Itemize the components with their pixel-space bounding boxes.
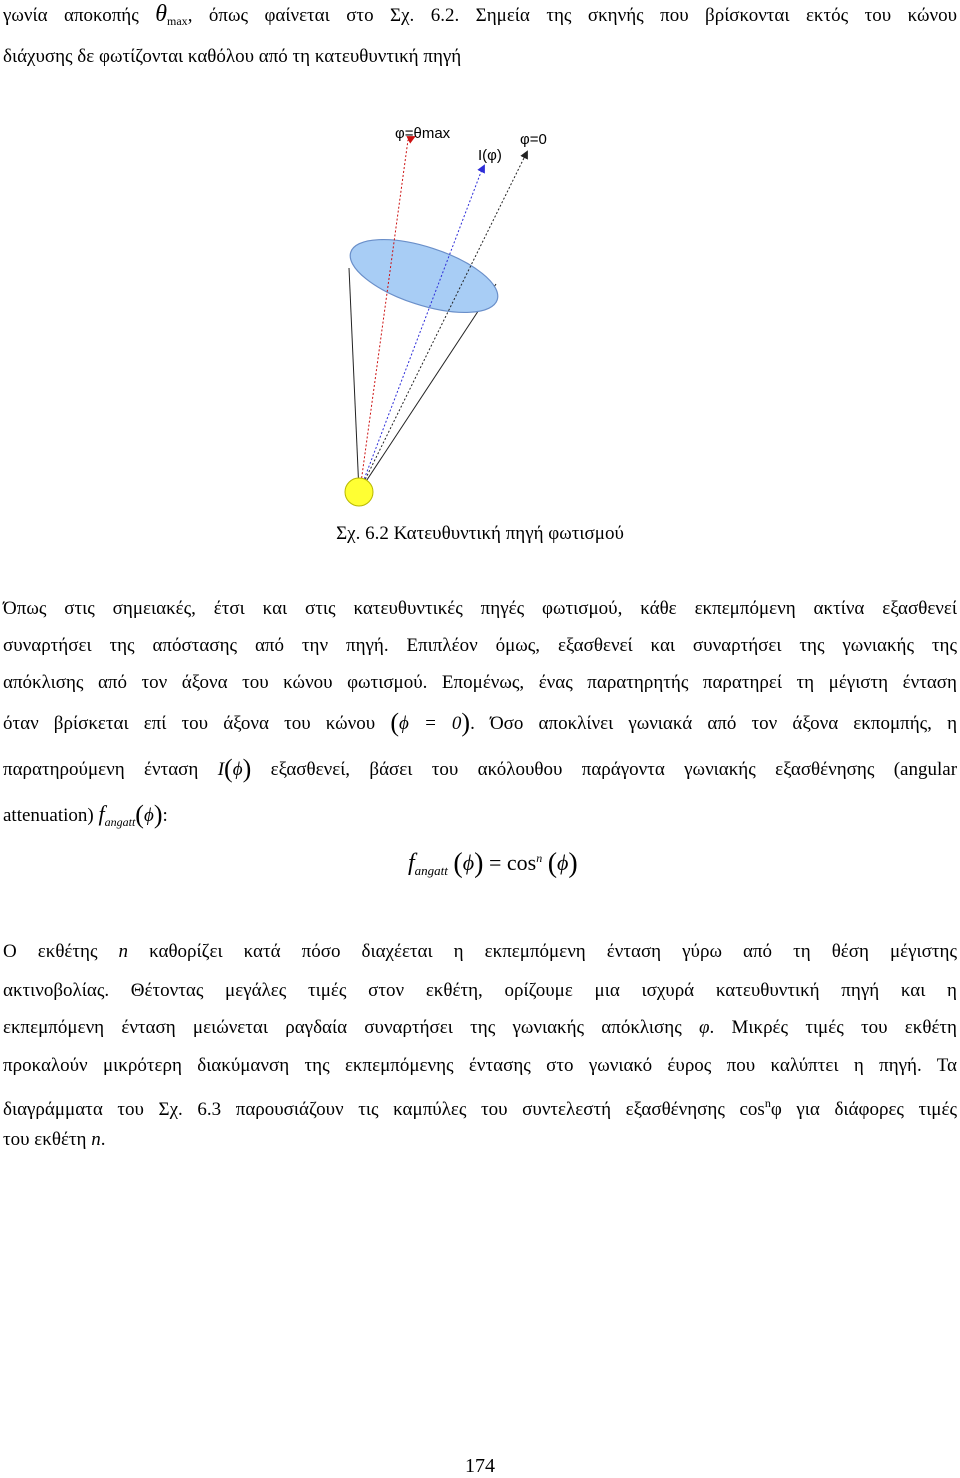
phi-group [699,1017,957,1038]
cone-edge-left [349,268,359,492]
symbol-I: I [217,759,225,780]
symbol-n: n [91,1129,101,1150]
dashed-red-ray [360,140,408,490]
eq-exponent-n: n [536,851,543,865]
para1-line-6: attenuation) $f_{angatt}(\phi)$: [3,800,168,829]
spotlight-diagram [320,110,580,520]
para2-line-2: ακτινοβολίας. Θέτοντας μεγάλες τιμές στον εκθέτη, ορίζουμε μια ισχυρά κατευθυντική πηγή και η [3,980,957,1001]
arrow-intensity [481,168,483,172]
para1-line-2: συναρτήσει της απόστασης από την πηγή. Επιπλέον όμως, εξασθενεί και συναρτήσει της γωνιακής της [3,635,957,656]
arrow-axis [524,154,526,158]
para2-text-cont: καθορίζει κατά πόσο διαχέεται η εκπεμπόμενη ένταση γύρω από τη θέση μέγιστης [149,941,958,962]
phi-equals-zero: ϕ = 0 [398,713,462,734]
intro-line-1 [3,2,957,33]
para1-text: παρατηρούμενη ένταση [3,759,199,780]
para2-text: διαγράμματα του Σχ. 6.3 παρουσιάζουν τις καμπύλες του συντελεστή εξασθένησης cos [3,1099,765,1120]
para1-line-3: απόκλισης από τον άξονα του κώνου φωτισμού. Επομένως, ένας παρατηρητής παρατηρεί τη μέγιστη ένταση [3,672,957,693]
para2-text: Ο εκθέτης [3,941,98,962]
dashed-axis-ray [360,158,524,490]
cone-edge-right [359,284,496,492]
symbol-angatt: angatt [104,815,136,829]
figure-caption: Σχ. 6.2 Κατευθυντική πηγή φωτισμού [336,523,624,544]
para1-line-4 [3,708,958,737]
inline-equation: (ϕ = 0). Όσο αποκλίνει γωνιακά από τον άξονα εκπομπής, η [390,708,958,737]
attenuation-equation: $f_{angatt}$ $(\phi) = \cos^n (\phi)$ [408,848,578,879]
eq-f: f [408,850,415,876]
colon: : [162,805,168,826]
eq-equals: = [488,850,502,875]
eq-phi-2: ϕ [557,850,569,875]
label-zero: φ=0 [520,131,547,148]
para2-line-6 [3,1128,957,1152]
para1-text: attenuation) [3,805,94,826]
intro-text: γωνία αποκοπής [3,5,139,26]
symbol-n: n [118,941,129,962]
para1-text-cont: . Όσο αποκλίνει γωνιακά από τον άξονα εκπομπής, η [470,713,958,734]
symbol-phi: φ [698,1017,710,1038]
para2-line-3 [3,1016,957,1040]
para2-line-4: προκαλούν μικρότερη διακύμανση της εκπεμπόμενης έντασης στο γωνιακό έυρος που καλύπτει η πηγή. Τα [3,1055,957,1076]
para1-text-cont: εξασθενεί, βάσει του ακόλουθου παράγοντα γωνιακής εξασθένησης (angular [270,759,958,780]
para2-line-5 [3,1091,957,1122]
intensity-symbol: I(ϕ) [217,754,252,783]
para1-line-1: Όπως στις σημειακές, έτσι και στις κατευθυντικές πηγές φωτισμού, κάθε εκπεμπόμενη ακτίνα εξασθενεί [3,598,957,619]
para2-text: εκπεμπόμενη ένταση μειώνεται ραγδαία συναρτήσει της γωνιακής απόκλισης [3,1017,682,1038]
para1-line-5 [3,754,958,783]
max-subscript: max [167,14,188,28]
eq-cos: cos [506,850,537,875]
para1-text: όταν βρίσκεται επί του άξονα του κώνου [3,713,376,734]
symbol-f: f [98,801,105,826]
page-number: 174 [465,1455,495,1477]
eq-angatt: angatt [414,863,448,878]
light-source [345,478,373,506]
theta-symbol: θ [155,1,168,27]
para2-text-cont: φ για διάφορες τιμές [770,1099,957,1120]
light-cone-disc [342,225,506,328]
eq-phi: ϕ [462,850,475,875]
label-thetamax: φ=θmax [395,125,451,142]
symbol-phi: ϕ [143,805,154,826]
para2-text-cont: . Μικρές τιμές του εκθέτη [709,1017,957,1038]
superscript-n: n [764,1096,771,1110]
intro-text-cont: , όπως φαίνεται στο Σχ. 6.2. Σημεία της σκηνής που βρίσκονται εκτός του κώνου [187,5,957,26]
period: . [100,1129,106,1150]
para2-text: του εκθέτη [3,1129,87,1150]
para2-line-1 [3,940,957,964]
dashed-blue-ray [360,172,481,490]
intro-line-2: διάχυσης δε φωτίζονται καθόλου από τη κατευθυντική πηγή [3,46,462,67]
symbol-phi: ϕ [232,759,243,780]
label-intensity: I(φ) [478,147,502,164]
